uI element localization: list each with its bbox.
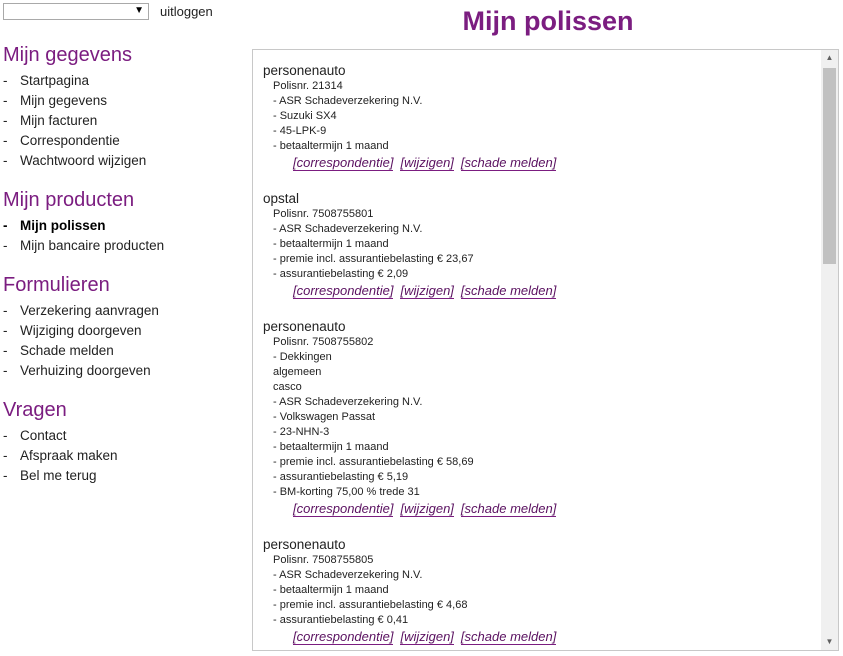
scrollbar-thumb[interactable] [823, 68, 836, 264]
sidebar-item[interactable] [3, 216, 243, 236]
dash-marker: - [3, 153, 8, 168]
scroll-down-icon[interactable]: ▼ [825, 637, 834, 646]
policy-detail: algemeen [273, 366, 322, 378]
sidebar-item[interactable] [3, 151, 243, 171]
sidebar-item-label: Startpagina [20, 73, 90, 88]
dash-marker: - [3, 323, 8, 338]
sidebar-item-label: Contact [20, 428, 67, 443]
sidebar-item[interactable] [3, 341, 243, 361]
claim-link[interactable]: [schade melden] [460, 283, 557, 298]
scrollbar[interactable] [821, 50, 838, 650]
claim-link[interactable]: [schade melden] [460, 629, 557, 644]
claim-link[interactable]: [schade melden] [460, 155, 557, 170]
dash-marker: - [3, 303, 8, 318]
sidebar-item[interactable] [3, 361, 243, 381]
sidebar-item-label: Verhuizing doorgeven [20, 363, 151, 378]
dash-marker: - [3, 363, 8, 378]
claim-link[interactable]: [schade melden] [460, 501, 557, 516]
sidebar-menu [3, 216, 243, 256]
sidebar-item[interactable] [3, 301, 243, 321]
sidebar-item-label: Verzekering aanvragen [20, 303, 159, 318]
policy-detail: Polisnr. 7508755801 [273, 208, 374, 220]
page-title: Mijn polissen [462, 6, 634, 36]
change-link[interactable]: [wijzigen] [400, 629, 454, 644]
sidebar-item[interactable] [3, 236, 243, 256]
dash-marker: - [3, 73, 8, 88]
policy-detail: - betaaltermijn 1 maand [273, 238, 389, 250]
policy-detail: - Volkswagen Passat [273, 411, 376, 423]
policy-detail: - assurantiebelasting € 5,19 [273, 471, 409, 483]
policy-detail: - BM-korting 75,00 % trede 31 [273, 486, 420, 498]
sidebar-item-label: Wijziging doorgeven [20, 323, 142, 338]
dash-marker: - [3, 468, 8, 483]
section-title: Mijn gegevens [3, 44, 132, 66]
sidebar-item[interactable] [3, 71, 243, 91]
change-link[interactable]: [wijzigen] [400, 283, 454, 298]
sidebar-item-label: Schade melden [20, 343, 114, 358]
sidebar-menu [3, 71, 243, 171]
policy-detail: - Suzuki SX4 [273, 110, 337, 122]
sidebar-item[interactable] [3, 426, 243, 446]
sidebar [3, 44, 243, 504]
policy-detail: - premie incl. assurantiebelasting € 4,68 [273, 599, 468, 611]
sidebar-item-label: Mijn facturen [20, 113, 98, 128]
policy-detail: Polisnr. 21314 [273, 80, 343, 92]
policy-detail: - ASR Schadeverzekering N.V. [273, 223, 423, 235]
account-select[interactable] [3, 3, 149, 20]
policy-actions [293, 501, 816, 516]
policy-type: personenauto [263, 537, 346, 552]
policy-detail: - assurantiebelasting € 0,41 [273, 614, 409, 626]
sidebar-item[interactable] [3, 446, 243, 466]
sidebar-item-label: Mijn polissen [20, 218, 106, 233]
policies-list [263, 62, 816, 651]
change-link[interactable]: [wijzigen] [400, 501, 454, 516]
sidebar-item-label: Mijn bancaire producten [20, 238, 165, 253]
policy-item [263, 190, 816, 298]
dash-marker: - [3, 238, 8, 253]
logout-link[interactable]: uitloggen [160, 4, 213, 19]
correspondence-link[interactable]: [correspondentie] [293, 629, 394, 644]
dash-marker: - [3, 93, 8, 108]
dash-marker: - [3, 218, 8, 233]
sidebar-menu [3, 301, 243, 381]
dash-marker: - [3, 343, 8, 358]
policy-actions [293, 155, 816, 170]
policy-detail: - assurantiebelasting € 2,09 [273, 268, 409, 280]
policy-actions [293, 629, 816, 644]
section-title: Formulieren [3, 274, 110, 296]
policy-detail: - ASR Schadeverzekering N.V. [273, 396, 423, 408]
sidebar-item[interactable] [3, 466, 243, 486]
policy-detail: - 45-LPK-9 [273, 125, 327, 137]
sidebar-item[interactable] [3, 321, 243, 341]
policy-detail: - Dekkingen [273, 351, 332, 363]
sidebar-item[interactable] [3, 91, 243, 111]
policy-item [263, 318, 816, 516]
sidebar-item[interactable] [3, 111, 243, 131]
policy-type: personenauto [263, 319, 346, 334]
policy-detail: casco [273, 381, 302, 393]
policy-detail: - ASR Schadeverzekering N.V. [273, 569, 423, 581]
policy-detail: - betaaltermijn 1 maand [273, 584, 389, 596]
policy-detail: - 23-NHN-3 [273, 426, 330, 438]
dash-marker: - [3, 448, 8, 463]
policy-detail: Polisnr. 7508755802 [273, 336, 374, 348]
policy-item [263, 536, 816, 644]
correspondence-link[interactable]: [correspondentie] [293, 155, 394, 170]
policies-panel [252, 49, 839, 651]
chevron-down-icon: ▼ [134, 5, 144, 16]
sidebar-item-label: Correspondentie [20, 133, 120, 148]
sidebar-menu [3, 426, 243, 486]
policy-detail: - betaaltermijn 1 maand [273, 441, 389, 453]
correspondence-link[interactable]: [correspondentie] [293, 501, 394, 516]
sidebar-item-label: Wachtwoord wijzigen [20, 153, 147, 168]
topbar [3, 3, 213, 20]
dash-marker: - [3, 113, 8, 128]
policy-item [263, 62, 816, 170]
policy-type: personenauto [263, 63, 346, 78]
policy-actions [293, 283, 816, 298]
policy-detail: Polisnr. 7508755805 [273, 554, 374, 566]
dash-marker: - [3, 428, 8, 443]
change-link[interactable]: [wijzigen] [400, 155, 454, 170]
sidebar-item-label: Afspraak maken [20, 448, 118, 463]
correspondence-link[interactable]: [correspondentie] [293, 283, 394, 298]
scroll-up-icon[interactable]: ▲ [825, 53, 834, 62]
sidebar-item-label: Mijn gegevens [20, 93, 108, 108]
policy-detail: - betaaltermijn 1 maand [273, 140, 389, 152]
policy-detail: - premie incl. assurantiebelasting € 23,67 [273, 253, 474, 265]
dash-marker: - [3, 133, 8, 148]
sidebar-item[interactable] [3, 131, 243, 151]
policy-type: opstal [263, 191, 300, 206]
policy-detail: - ASR Schadeverzekering N.V. [273, 95, 423, 107]
policy-detail: - premie incl. assurantiebelasting € 58,69 [273, 456, 474, 468]
section-title: Vragen [3, 399, 67, 421]
sidebar-item-label: Bel me terug [20, 468, 97, 483]
section-title: Mijn producten [3, 189, 135, 211]
